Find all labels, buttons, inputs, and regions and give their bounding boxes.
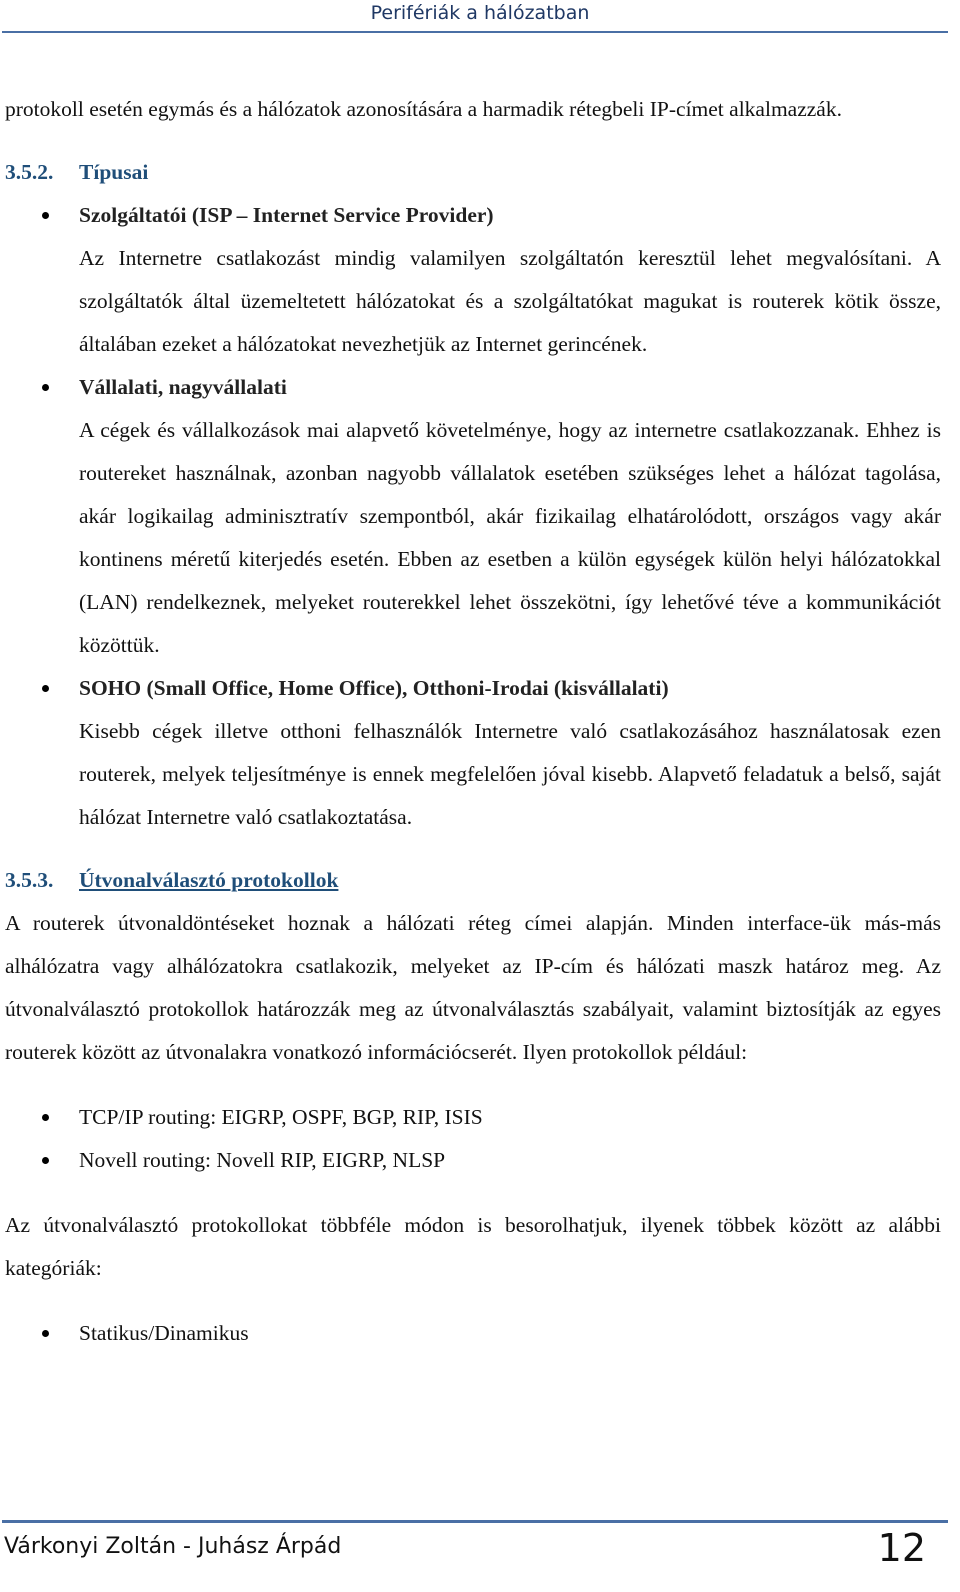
section-number: 3.5.2. <box>5 160 54 184</box>
section-heading-3-5-2 <box>5 151 941 194</box>
list-item-body: Kisebb cégek illetve otthoni felhasználók Internetre való csatlakozásához használatosak ezen routerek, melyek teljesítménye is ennek megfelelően jóval kisebb. Alapvető feladatuk a belső, saját hálózat Internetre való csatlakoztatása. <box>79 719 941 829</box>
section-title: Típusai <box>79 160 149 184</box>
classification-paragraph: Az útvonalválasztó protokollokat többféle módon is besorolhatjuk, ilyenek többek között az alábbi kategóriák: <box>5 1213 941 1280</box>
section-heading-3-5-3 <box>5 859 941 902</box>
routing-paragraph: A routerek útvonaldöntéseket hoznak a hálózati réteg címei alapján. Minden interface-ük más-más alhálózatra vagy alhálózatokra csatlakozik, melyeket az IP-cím és hálózati maszk határoz meg. Az útvonalválasztó protokollok határozzák meg az útvonalválasztás szabályait, valamint biztosítják az egyes routerek között az útvonalakra vonatkozó információcserét. Ilyen protokollok például: <box>5 911 941 1064</box>
list-item-body: A cégek és vállalkozások mai alapvető követelménye, hogy az internetre csatlakozzanak. Ehhez is routereket használnak, azonban nagyobb vállalatok esetében szükséges lehet a hálózat tagolása, akár logikailag adminisztratív szempontból, akár fizikailag elhatárolódott, országos vagy akár kontinens méretű kiterjedés esetén. Ebben az esetben a külön egységek külön helyi hálózatokkal (LAN) rendelkeznek, melyeket routerekkel lehet összekötni, így lehetővé téve a kommunikációt közöttük. <box>79 418 941 657</box>
list-item <box>5 1139 941 1182</box>
list-item-title: Vállalati, nagyvállalati <box>79 375 287 399</box>
protocol-examples-list <box>5 1096 941 1182</box>
bullet-icon <box>42 1330 49 1337</box>
section-title: Útvonalválasztó protokollok <box>79 868 339 892</box>
page-number: 12 <box>877 1526 926 1570</box>
list-item <box>5 194 941 366</box>
bullet-icon <box>42 1114 49 1121</box>
intro-paragraph: protokoll esetén egymás és a hálózatok azonosítására a harmadik rétegbeli IP-címet alkalmazzák. <box>5 97 842 121</box>
header-rule <box>2 31 948 33</box>
types-list <box>5 194 941 839</box>
list-item <box>5 366 941 667</box>
list-item-title: SOHO (Small Office, Home Office), Otthoni-Irodai (kisvállalati) <box>79 676 669 700</box>
footer-rule <box>2 1520 948 1523</box>
list-item-title: Szolgáltatói (ISP – Internet Service Provider) <box>79 203 494 227</box>
categories-list <box>5 1312 941 1355</box>
bullet-icon <box>42 1157 49 1164</box>
bullet-icon <box>42 212 49 219</box>
list-item-body: Az Internetre csatlakozást mindig valamilyen szolgáltatón keresztül lehet megvalósítani. A szolgáltatók által üzemeltetett hálózatokat és a szolgáltatókat magukat is routerek kötik össze, általában ezeket a hálózatokat nevezhetjük az Internet gerincének. <box>79 246 941 356</box>
list-item-text: TCP/IP routing: EIGRP, OSPF, BGP, RIP, ISIS <box>79 1105 483 1129</box>
list-item <box>5 1312 941 1355</box>
list-item-text: Statikus/Dinamikus <box>79 1321 249 1345</box>
section-number: 3.5.3. <box>5 868 54 892</box>
list-item <box>5 1096 941 1139</box>
page-header: Perifériák a hálózatban <box>370 2 590 24</box>
list-item <box>5 667 941 839</box>
bullet-icon <box>42 685 49 692</box>
footer-author: Várkonyi Zoltán - Juhász Árpád <box>4 1534 342 1559</box>
bullet-icon <box>42 384 49 391</box>
page-content <box>5 88 941 1355</box>
list-item-text: Novell routing: Novell RIP, EIGRP, NLSP <box>79 1148 446 1172</box>
